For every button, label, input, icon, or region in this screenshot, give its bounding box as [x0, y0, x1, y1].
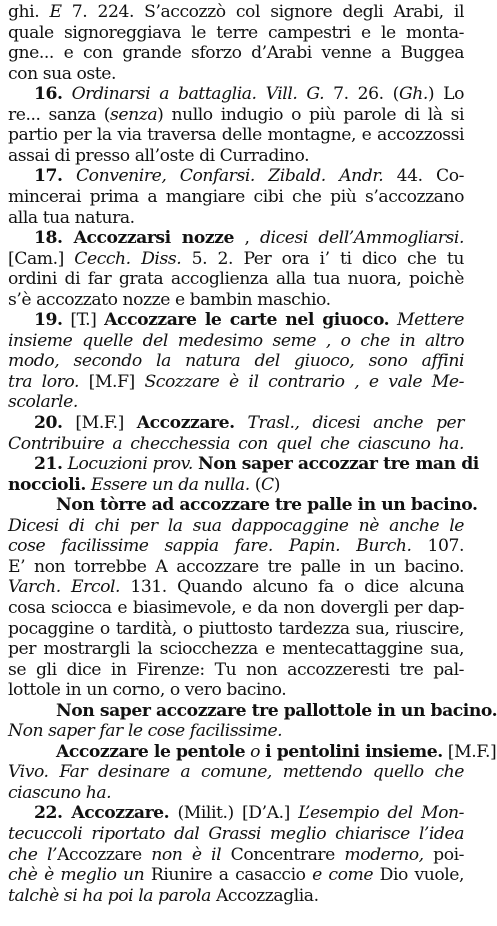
text-segment: Dio vuole, [379, 865, 465, 886]
text-segment: cosa sciocca e biasimevole, e da non dovergli per dap- [8, 597, 464, 618]
text-segment: Varch. Ercol. [8, 577, 121, 598]
text-segment: Contribuire a checchessia con quel che ciascuno ha. [8, 433, 464, 454]
text-segment: ) Lo [427, 84, 465, 105]
text-segment: ) [273, 474, 280, 495]
text-segment: 131. Quando alcuno fa o dice alcuna [120, 577, 464, 598]
text-segment: 17. [34, 166, 63, 187]
text-segment: Accozzare. [136, 413, 235, 433]
text-segment: non è il [141, 844, 231, 865]
text-segment: 7. 224. S’accozzò col signore degli Arabi, il [61, 2, 464, 22]
text-segment: e come [305, 865, 380, 886]
text-segment: ordini di far grata accoglienza alla tua nuora, poichè [8, 269, 464, 290]
text-segment: Non saper far le cose facilissime. [8, 721, 283, 742]
text-segment: Dicesi di chi per la sua dappocaggine nè anche le [8, 515, 464, 536]
text-segment: [T.] [62, 310, 105, 331]
text-segment: ) nullo indugio o più parole di là si [157, 104, 464, 125]
text-segment: partio per la via traversa delle montagne, e accozzossi [8, 125, 464, 146]
text-line [8, 884, 464, 908]
text-segment: scolarle. [8, 392, 78, 413]
text-segment: Trasl., dicesi anche per [234, 413, 464, 433]
text-segment: Essere un da nulla. [85, 474, 250, 495]
text-segment: tra loro. [8, 371, 79, 392]
text-segment: o [245, 741, 266, 762]
text-segment: alla tua natura. [8, 207, 135, 228]
text-segment: Mettere [389, 310, 464, 331]
text-segment: Vivo. Far desinare a comune, mettendo quello che [8, 762, 464, 783]
text-segment: Non tòrre ad accozzare tre palle in un bacino. [56, 495, 478, 516]
text-segment: 19. [34, 310, 63, 331]
text-segment: 16. [34, 84, 63, 105]
text-segment: 44. Co- [383, 166, 464, 187]
text-segment: quale signoreggiava le terre campestri e le monta- [8, 22, 464, 43]
text-segment: modo, secondo la natura del giuoco, sono affini [8, 351, 464, 372]
text-segment: i pentolini insieme. [265, 741, 443, 762]
text-segment: E’ non torrebbe A accozzare tre palle in un bacino. [8, 556, 464, 577]
text-segment: [M.F.] [442, 741, 497, 762]
text-segment: Convenire, Confarsi. Zibald. Andr. [62, 166, 384, 187]
text-segment: noccioli. [8, 474, 86, 495]
text-segment: senza [110, 104, 158, 125]
text-segment: E [49, 2, 62, 22]
text-segment: se gli dice in Firenze: Tu non accozzeresti tre pal- [8, 659, 464, 680]
text-segment: (Milit.) [D’A.] [169, 803, 299, 824]
text-segment: con sua oste. [8, 63, 116, 84]
text-segment: Scozzare è il contrario , e vale Me- [144, 371, 464, 392]
text-segment: tecuccoli riportato dal Grassi meglio chiarisce l’idea [8, 824, 464, 844]
text-segment: Gh. [398, 84, 428, 105]
text-segment: gne... e con grande sforzo d’Arabi venne a Buggea [8, 43, 464, 64]
text-segment: poi- [433, 844, 465, 865]
text-segment: 107. [411, 536, 465, 557]
text-segment: pocaggine o tardità, o piuttosto tardezza sua, riuscire, [8, 618, 464, 639]
text-segment: Accozzare [57, 844, 142, 865]
text-segment: , [233, 228, 260, 249]
text-segment: 22. [34, 803, 63, 824]
text-segment: 7. 26. ( [324, 84, 399, 105]
text-segment: [Cam.] [8, 248, 75, 269]
text-segment: 18. Accozzarsi nozze [34, 228, 234, 249]
text-segment: [M.F.] [62, 413, 137, 433]
text-segment: cose facilissime sappia fare. Papin. Burch. [8, 536, 412, 557]
text-segment: Concentrare [230, 844, 335, 865]
text-segment: Accozzaglia. [215, 885, 319, 906]
text-segment: Non saper accozzar tre man di [197, 454, 479, 475]
text-segment: 5. 2. Per ora i’ ti dico che tu [181, 248, 464, 269]
text-segment: Riunire a casaccio [150, 865, 306, 886]
text-segment: 20. [34, 413, 63, 433]
text-segment: ciascuno ha. [8, 782, 112, 803]
text-segment: talchè si ha poi la parola [8, 885, 216, 906]
text-segment: ( [249, 474, 262, 495]
text-segment: lottole in un corno, o vero bacino. [8, 680, 287, 701]
text-segment: L’esempio del Mon- [298, 803, 464, 824]
text-segment: 21. [34, 454, 63, 475]
text-segment: che l’ [8, 844, 58, 865]
text-segment: Accozzare. [62, 803, 170, 824]
text-segment: mincerai prima a mangiare cibi che più s’accozzano [8, 186, 464, 207]
text-segment: Accozzare le carte nel giuoco. [104, 310, 390, 331]
text-segment: moderno, [334, 844, 434, 865]
text-segment: chè è meglio un [8, 865, 151, 886]
text-segment: Ordinarsi a battaglia. Vill. G. [62, 84, 325, 105]
text-segment: insieme quelle del medesimo seme , o che in altro [8, 330, 464, 351]
text-segment: dicesi dell’Ammogliarsi. [259, 228, 464, 249]
text-segment: s’è accozzato nozze e bambin maschio. [8, 289, 331, 310]
text-segment: per mostrargli la sciocchezza e mentecattaggine sua, [8, 639, 464, 660]
text-segment: Accozzare le pentole [56, 741, 246, 762]
text-segment: Non saper accozzare tre pallottole in un bacino. [56, 700, 497, 721]
text-segment: re... sanza ( [8, 104, 111, 125]
text-segment: Locuzioni prov. [62, 454, 198, 475]
text-segment: [M.F] [79, 371, 145, 392]
text-segment: C [261, 474, 274, 495]
text-segment: ghi. [8, 2, 50, 22]
text-segment: assai di presso all’oste di Curradino. [8, 145, 310, 166]
text-segment: Cecch. Diss. [74, 248, 182, 269]
